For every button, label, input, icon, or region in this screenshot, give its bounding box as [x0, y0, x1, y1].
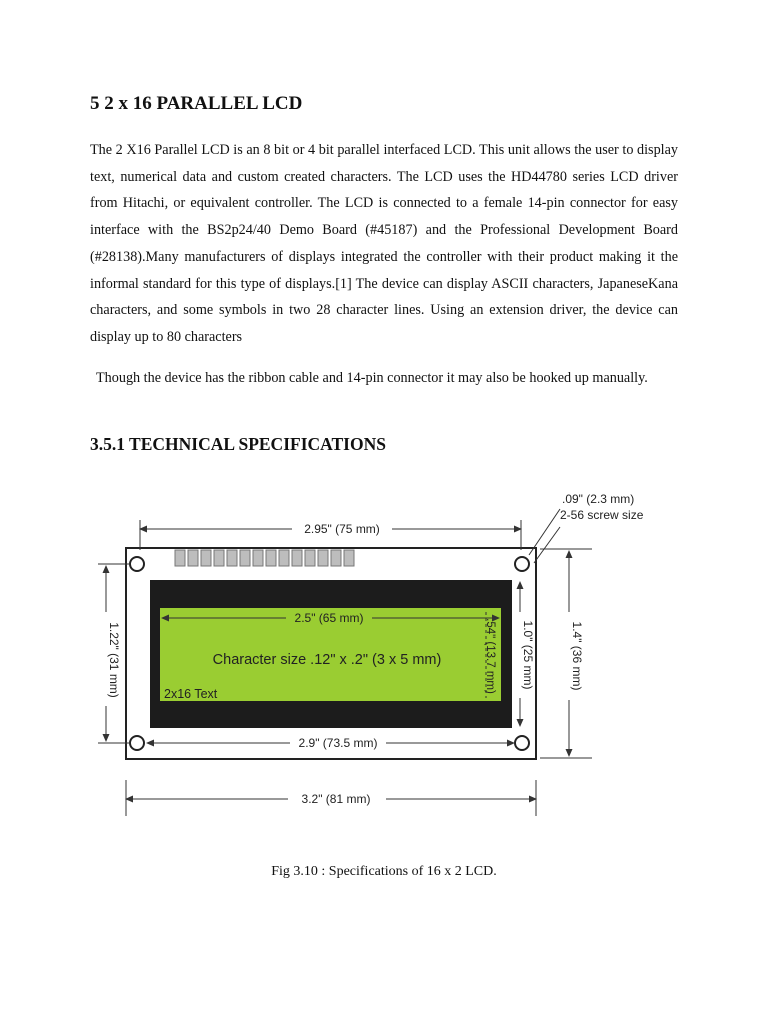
dim-total-width-label: 3.2" (81 mm) [301, 792, 371, 806]
mounting-hole-icon [130, 557, 144, 571]
dim-window-height-label: .54" (13.7 mm) [484, 618, 496, 694]
body-paragraph-2 [90, 365, 678, 392]
display-model-label: 2x16 Text [164, 687, 218, 701]
mounting-hole-icon [130, 736, 144, 750]
dim-bezel-width-label: 2.9" (73.5 mm) [298, 736, 378, 750]
figure-caption: Fig 3.10 : Specifications of 16 x 2 LCD. [271, 864, 497, 879]
lcd-dimension-drawing [96, 486, 656, 816]
connector-pad [175, 550, 185, 566]
screw-size-label: .09" (2.3 mm) [562, 492, 635, 506]
connector-pad [292, 550, 302, 566]
dim-top-width-label: 2.95" (75 mm) [304, 522, 380, 536]
screw-type-label: 2-56 screw size [560, 508, 644, 522]
connector-pad [188, 550, 198, 566]
dim-total-height-label: 1.4" (36 mm) [570, 621, 584, 691]
connector-pad [227, 550, 237, 566]
connector-pad [344, 550, 354, 566]
char-size-label: Character size .12" x .2" (3 x 5 mm) [212, 652, 442, 668]
page-title: 5 2 x 16 PARALLEL LCD [90, 93, 303, 114]
lcd-spec-figure [96, 486, 656, 816]
mounting-hole-icon [515, 736, 529, 750]
connector-pad [214, 550, 224, 566]
mounting-hole-icon [515, 557, 529, 571]
body-paragraph-2-text: Though the device has the ribbon cable and 14-pin connector it may also be hooked up manually. [96, 370, 648, 386]
connector-pad [253, 550, 263, 566]
dim-left-height-label: 1.22" (31 mm) [107, 622, 121, 698]
body-paragraph-1: The 2 X16 Parallel LCD is an 8 bit or 4 bit parallel interfaced LCD. This unit allows the user to display text, numerical data and custom created characters. The LCD uses the HD44780 series LCD driver from Hitachi, or equivalent controller. The LCD is connected to a female 14-pin connector for easy interface with the BS2p24/40 Demo Board (#45187) and the Professional Development Board (#28138).Many manufacturers of displays integrated the controller with their product making it the informal standard for this type of displays.[1] The device can display ASCII characters, JapaneseKana characters, and some symbols in two 28 character lines. Using an extension driver, the device can display up to 80 characters [90, 142, 678, 345]
connector-pad [201, 550, 211, 566]
connector-pad [331, 550, 341, 566]
connector-pad [266, 550, 276, 566]
connector-pad [305, 550, 315, 566]
connector-pad [240, 550, 250, 566]
dim-window-width-label: 2.5" (65 mm) [294, 611, 364, 625]
dim-bezel-height-label: 1.0" (25 mm) [521, 620, 535, 690]
connector-pad [318, 550, 328, 566]
connector-pad [279, 550, 289, 566]
section-heading: 3.5.1 TECHNICAL SPECIFICATIONS [90, 434, 386, 454]
